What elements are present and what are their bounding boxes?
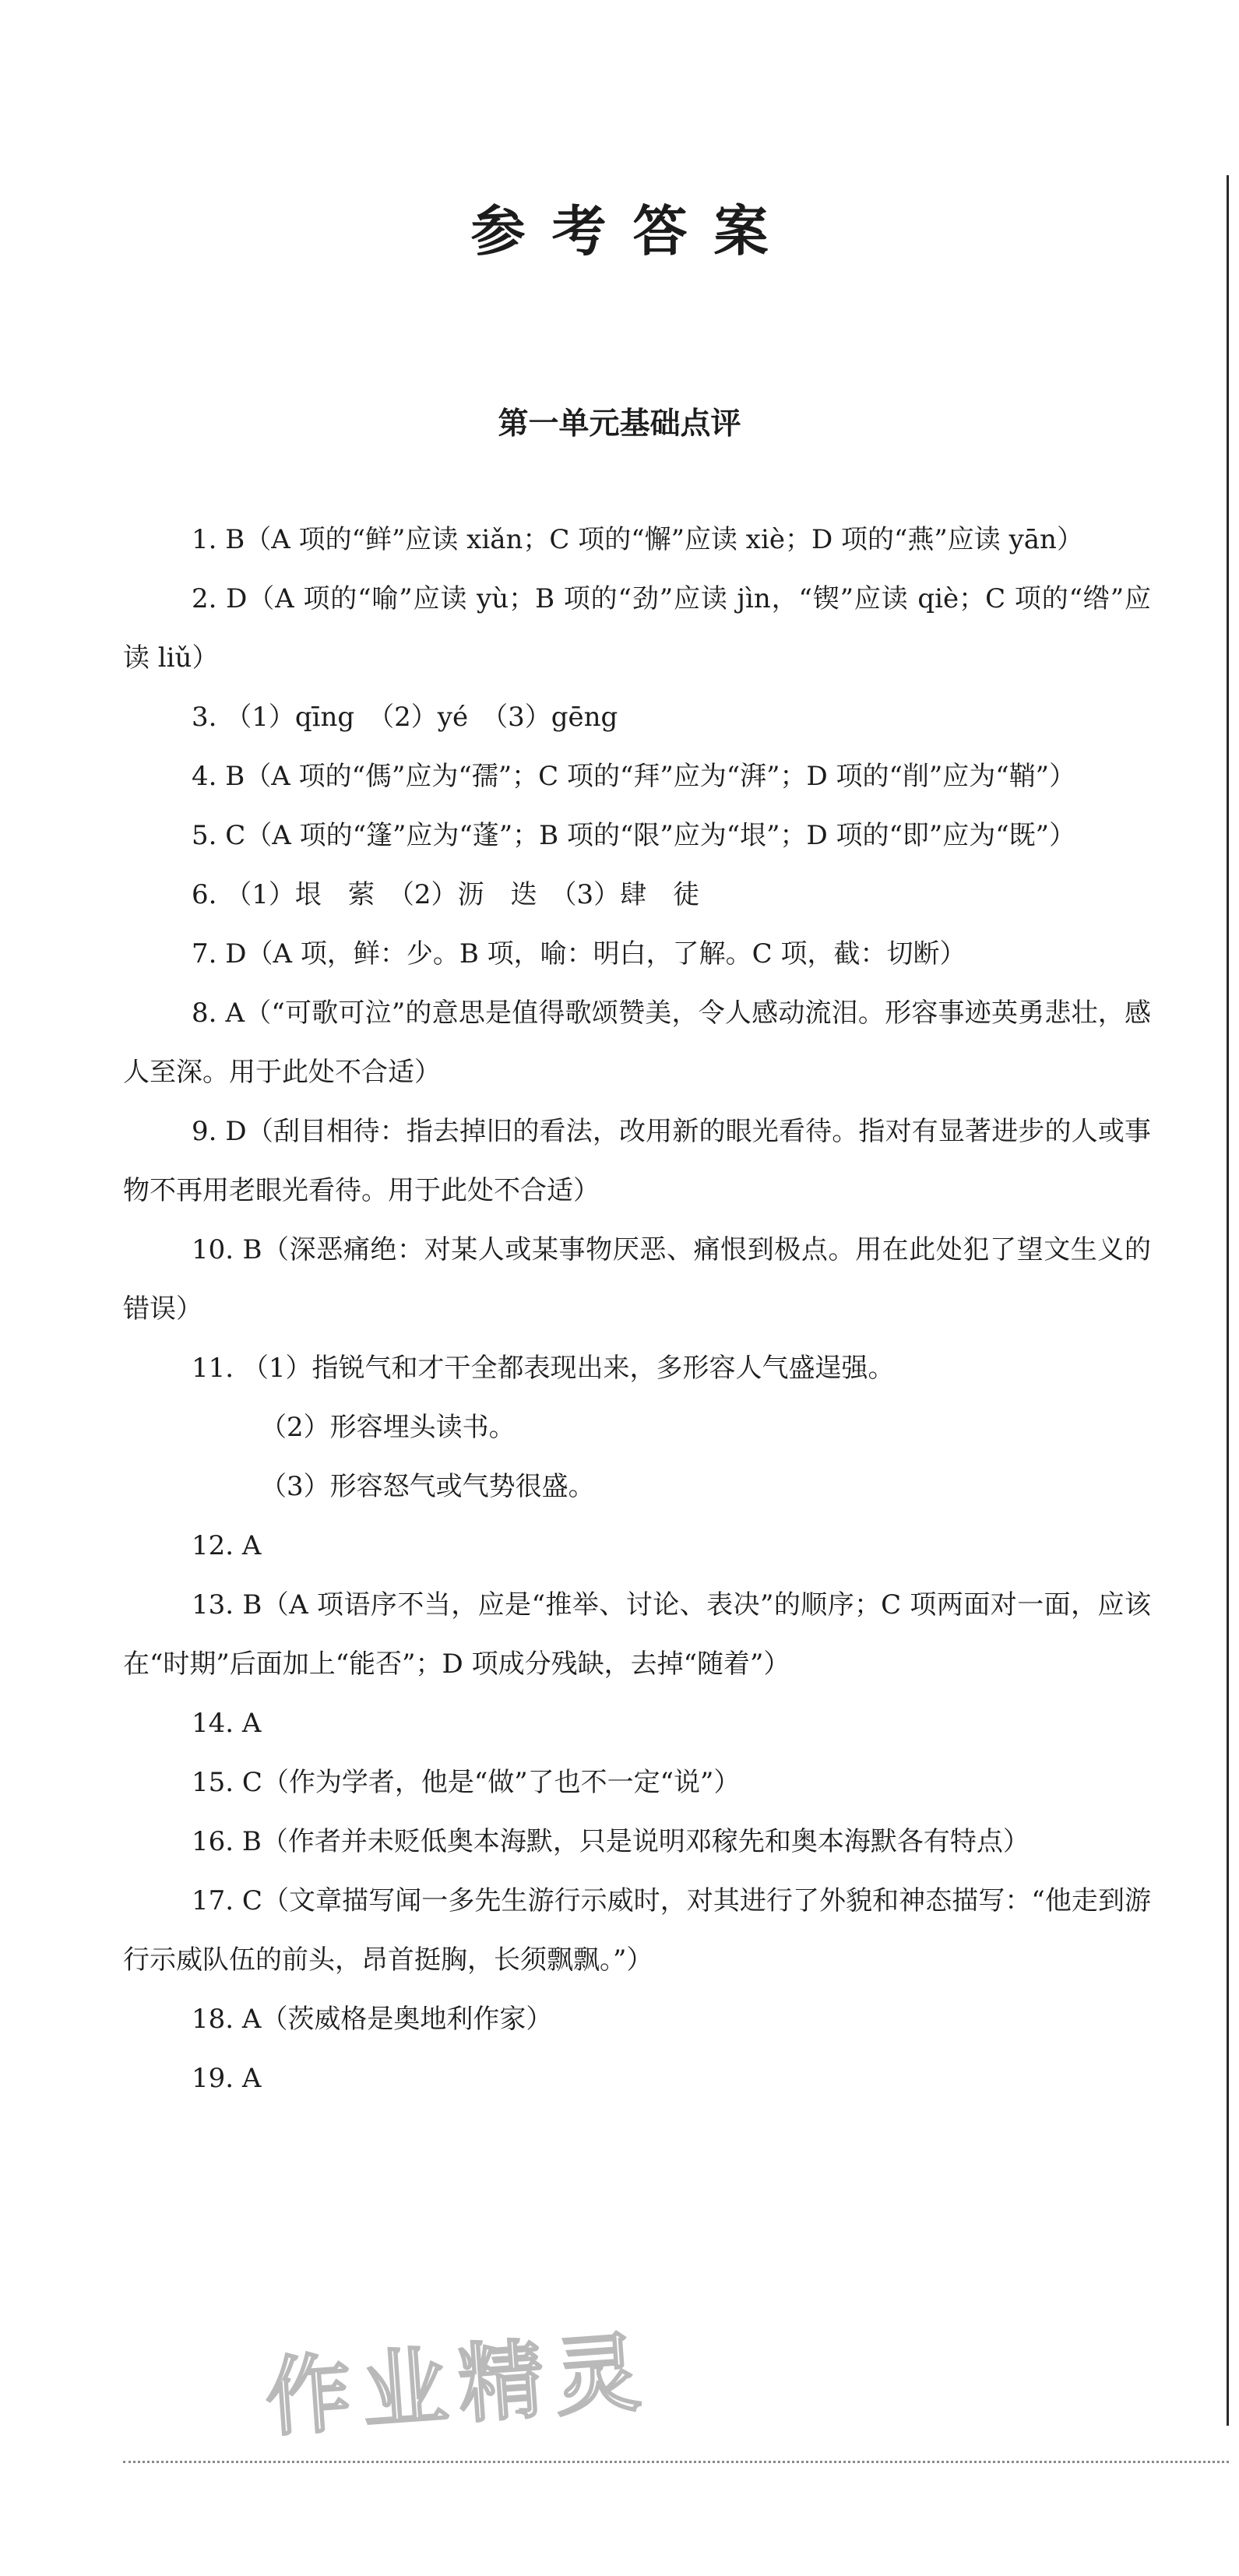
answer-item-7: 7. D（A 项，鲜：少。B 项，喻：明白，了解。C 项，截：切断）	[192, 938, 966, 970]
answer-list	[123, 510, 1151, 2108]
answer-item-5: 5. C（A 项的“篷”应为“蓬”；B 项的“限”应为“垠”；D 项的“即”应为“既”）	[192, 820, 1076, 851]
answer-item-12: 12. A	[192, 1530, 262, 1561]
answer-item-15: 15. C（作为学者，他是“做”了也不一定“说”）	[192, 1767, 741, 1798]
answer-item-6: 6. （1）垠 萦 （2）沥 迭 （3）肆 徒	[192, 879, 700, 910]
right-margin-rule	[1227, 175, 1229, 2426]
answer-item-1: 1. B（A 项的“鲜”应读 xiǎn；C 项的“懈”应读 xiè；D 项的“燕”应读 yān）	[192, 524, 1083, 555]
answer-item-9: 9. D（刮目相待：指去掉旧的看法，改用新的眼光看待。指对有显著进步的人或事物不再用老眼光看待。用于此处不合适）	[123, 1116, 1151, 1206]
answer-item-4: 4. B（A 项的“傌”应为“孺”；C 项的“拜”应为“湃”；D 项的“削”应为“鞘”）	[192, 761, 1076, 792]
answer-item-10: 10. B（深恶痛绝：对某人或某事物厌恶、痛恨到极点。用在此处犯了望文生义的错误）	[123, 1234, 1151, 1325]
page-title: 参考答案	[470, 199, 795, 263]
answer-item-17: 17. C（文章描写闻一多先生游行示威时，对其进行了外貌和神态描写：“他走到游行示威队伍的前头，昂首挺胸，长须飘飘。”）	[123, 1885, 1151, 1976]
answer-item-16: 16. B（作者并未贬低奥本海默，只是说明邓稼先和奥本海默各有特点）	[192, 1826, 1030, 1857]
answer-item-19: 19. A	[192, 2063, 262, 2094]
bottom-dotted-rule	[123, 2461, 1229, 2463]
answer-item-11-sub-3: （3）形容怒气或气势很盛。	[260, 1471, 595, 1502]
answer-item-11: 11. （1）指锐气和才干全都表现出来，多形容人气盛逞强。	[192, 1353, 895, 1384]
section-title: 第一单元基础点评	[498, 406, 741, 442]
answer-item-18: 18. A（茨威格是奥地利作家）	[192, 2004, 553, 2035]
answer-item-11-sub-2: （2）形容埋头读书。	[260, 1412, 516, 1443]
answer-item-13: 13. B（A 项语序不当，应是“推举、讨论、表决”的顺序；C 项两面对一面，应该在“时期”后面加上“能否”；D 项成分残缺，去掉“随着”）	[123, 1589, 1151, 1680]
answer-item-2: 2. D（A 项的“喻”应读 yù；B 项的“劲”应读 jìn，“锲”应读 qiè；C 项的“绺”应读 liǔ）	[123, 583, 1151, 674]
answer-item-14: 14. A	[192, 1708, 262, 1739]
watermark-logo: 作业精灵	[262, 2321, 655, 2449]
answer-item-3: 3. （1）qīng （2）yé （3）gēng	[192, 702, 618, 733]
answer-item-8: 8. A（“可歌可泣”的意思是值得歌颂赞美，令人感动流泪。形容事迹英勇悲壮，感人至深。用于此处不合适）	[123, 998, 1151, 1088]
